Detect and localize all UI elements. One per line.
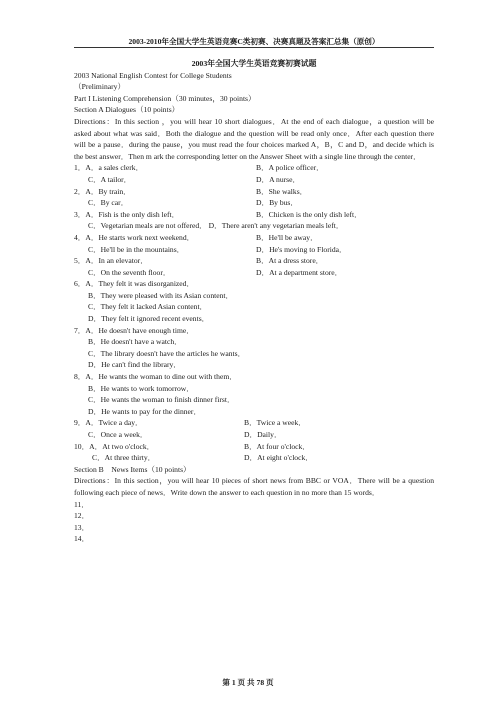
q6-option-b: B．They were pleased with its Asian content． <box>88 290 234 300</box>
q10-option-d: D．At eight o'clock． <box>244 453 313 463</box>
q6-option-c: C．They felt it lacked Asian content． <box>88 302 208 312</box>
question-4-row-1 <box>74 232 434 244</box>
answer-blank-14: 14． <box>74 534 90 544</box>
title-cn: 2003年全国大学生英语竞赛初赛试题 <box>191 59 317 68</box>
q8-option-b: B．He wants to work tomorrow． <box>88 383 194 393</box>
q6-option-a: 6．A．They felt it was disorganized． <box>74 279 195 289</box>
q2-option-d: D．By bus． <box>256 198 298 208</box>
q9-option-d: D．Daily． <box>244 430 282 439</box>
document-body <box>74 58 434 545</box>
page-footer: 第 1 页 共 78 页 <box>222 678 274 687</box>
q2-option-b: B．She walks． <box>256 186 308 196</box>
q7-option-a: 7．A．He doesn't have enough time． <box>74 325 194 335</box>
q1-option-c: C．A tailor． <box>88 174 132 184</box>
question-9-row-1 <box>74 417 434 429</box>
q4-option-d: D．He's moving to Florida． <box>256 244 347 254</box>
q1-option-d: D．A nurse． <box>256 174 301 184</box>
q2-option-c: C．By car． <box>88 198 129 208</box>
question-10-row-1 <box>74 441 434 453</box>
question-5-row-1 <box>74 255 434 267</box>
q9-option-b: B．Twice a week． <box>244 418 306 428</box>
title-en: 2003 National English Contest for College Students <box>74 70 232 80</box>
section-a-heading: Section A Dialogues（10 points） <box>74 105 180 115</box>
q7-option-d: D．He can't find the library． <box>88 360 181 370</box>
question-3-row-1 <box>74 209 434 221</box>
question-4-row-2 <box>74 244 434 256</box>
q5-option-c: C．On the seventh floor． <box>88 267 171 277</box>
q10-option-a: 10．A．At two o'clock． <box>74 441 155 451</box>
q7-option-b: B．He doesn't have a watch． <box>88 337 182 347</box>
q4-option-c: C．He'll be in the mountains． <box>88 244 185 254</box>
q4-option-b: B．He'll be away． <box>256 232 318 242</box>
question-1-row-1 <box>74 162 434 174</box>
q8-option-c: C．He wants the woman to finish dinner first． <box>88 395 235 405</box>
q10-option-c: C．At three thirty． <box>92 453 156 463</box>
q9-option-c: C．Once a week． <box>88 430 148 439</box>
q6-option-d: D．They felt it ignored recent events． <box>88 314 210 324</box>
page-header: 2003-2010年全国大学生英语竞赛C类初赛、决赛真题及答案汇总集（原创） <box>128 37 380 46</box>
q5-option-b: B．At a dress store． <box>256 256 324 266</box>
directions-b: Directions：In this section，you will hear 10 pieces of short news from BBC or VOA．There will be a question following each piece of news．Write down the answer to each question in no more than 15 words． <box>74 476 434 497</box>
q5-option-d: D．At a department store． <box>256 267 343 277</box>
q3-option-a: 3．A．Fish is the only dish left． <box>74 209 180 219</box>
question-5-row-2 <box>74 267 434 279</box>
q1-option-a: 1．A．a sales clerk． <box>74 163 144 173</box>
q9-option-a: 9．A．Twice a day． <box>74 418 143 428</box>
question-2-row-1 <box>74 186 434 198</box>
answer-blank-11: 11． <box>74 499 89 509</box>
q8-option-a: 8．A．He wants the woman to dine out with them． <box>74 372 237 382</box>
answer-blank-13: 13． <box>74 522 90 532</box>
q5-option-a: 5．A．In an elevator． <box>74 256 148 266</box>
question-10-row-2 <box>74 452 434 464</box>
q7-option-c: C．The library doesn't have the articles he wants． <box>88 348 246 358</box>
subtitle: （Preliminary） <box>74 82 126 92</box>
q10-option-b: B．At four o'clock． <box>244 441 310 451</box>
section-b-heading: Section B News Items（10 points） <box>74 464 191 474</box>
q8-option-d: D．He wants to pay for the dinner． <box>88 406 202 416</box>
q4-option-a: 4．A．He starts work next weekend． <box>74 232 195 242</box>
directions-a: Directions：In this section ，you will hear 10 short dialogues．At the end of each dialogue，a question will be asked about what was said．Both the dialogue and the question will be read only once．After each question there will be a pause．during the pause，you must read the four choices marked A，B，C and D，and decide which is the best answer．Then m ark the corresponding letter on the Answer Sheet with a single line through the center． <box>74 116 434 161</box>
q2-option-a: 2．A．By train． <box>74 186 131 196</box>
part-heading: Part I Listening Comprehension（30 minutes，30 points） <box>74 93 256 103</box>
answer-blank-12: 12． <box>74 511 90 521</box>
question-2-row-2 <box>74 197 434 209</box>
q3-option-b: B．Chicken is the only dish left． <box>256 209 362 219</box>
question-9-row-2 <box>74 429 434 441</box>
q3-options-cd: C．Vegetarian meals are not offered． D．There aren't any vegetarian meals left． <box>88 221 344 231</box>
header-rule <box>74 47 434 48</box>
q1-option-b: B．A police officer． <box>256 163 324 173</box>
question-1-row-2 <box>74 174 434 186</box>
